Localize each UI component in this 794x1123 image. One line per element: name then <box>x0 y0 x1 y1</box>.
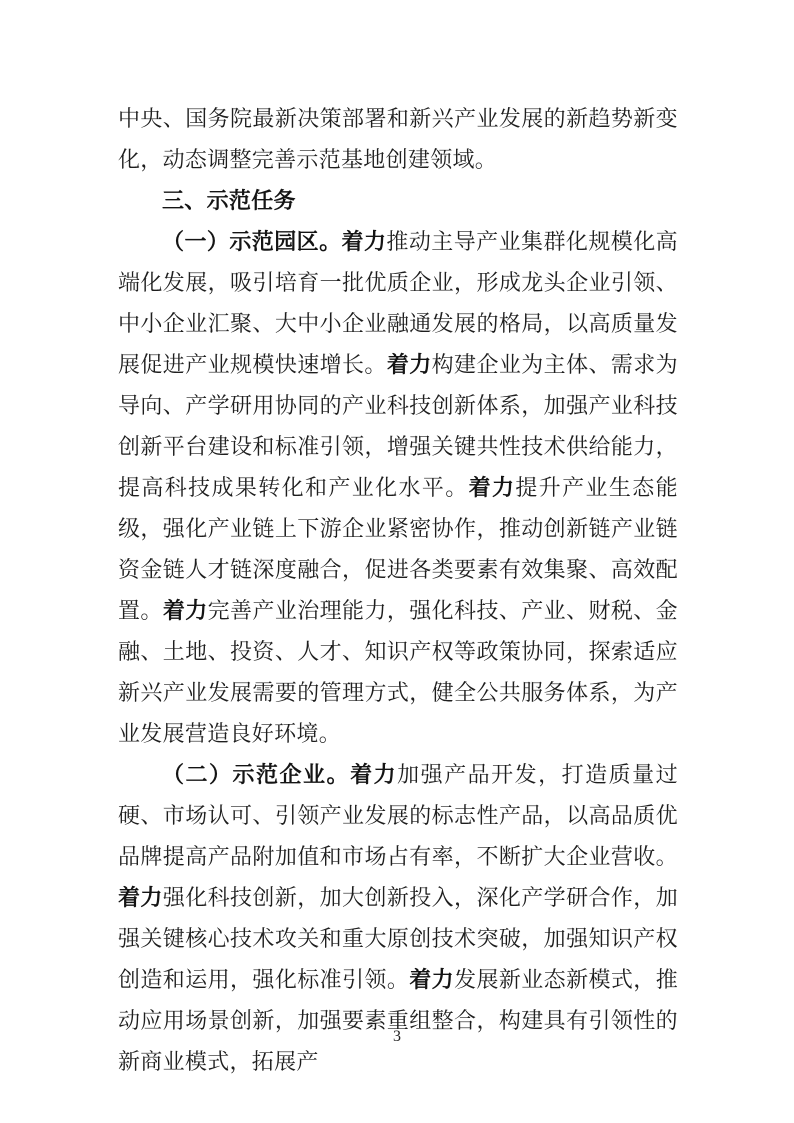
bold-text-run: （一）示范园区。着力 <box>162 229 387 254</box>
text-run: 完善产业治理能力，强化科技、产业、财税、金融、土地、投资、人才、知识产权等政策协同，探索适应新兴产业发展需要的管理方式，健全公共服务体系，为产业发展营造良好环境。 <box>118 598 678 746</box>
text-run: 中央、国务院最新决策部署和新兴产业发展的新趋势新变化，动态调整完善示范基地创建领域。 <box>118 106 678 172</box>
heading-section-three <box>118 180 678 221</box>
bold-text-run: 着力 <box>118 885 163 910</box>
text-run: 提升产业生态能级，强化产业链上下游企业紧密协作，推动创新链产业链资金链人才链深度融合，促进各类要素有效集聚、高效配置。 <box>118 475 678 623</box>
bold-text-run: 着力 <box>162 598 208 623</box>
text-run: 推动主导产业集群化规模化高端化发展，吸引培育一批优质企业，形成龙头企业引领、中小企业汇聚、大中小企业融通发展的格局，以高质量发展促进产业规模快速增长。 <box>118 229 678 377</box>
text-run: 加强产品开发，打造质量过硬、市场认可、引领产业发展的标志性产品，以高品质优品牌提高产品附加值和市场占有率，不断扩大企业营收。 <box>118 762 678 869</box>
bold-text-run: 着力 <box>409 967 455 992</box>
document-body <box>118 98 678 1082</box>
bold-text-run: （二）示范企业。着力 <box>162 762 398 787</box>
bold-text-run: 三、示范任务 <box>162 188 296 213</box>
text-run: 强化科技创新，加大创新投入，深化产学研合作，加强关键核心技术攻关和重大原创技术突破，加强知识产权创造和运用，强化标准引领。 <box>118 885 678 992</box>
bold-text-run: 着力 <box>468 475 516 500</box>
text-run: 发展新业态新模式，推动应用场景创新，加强要素重组整合，构建具有引领性的新商业模式，拓展产 <box>118 967 678 1074</box>
bold-text-run: 着力 <box>386 352 432 377</box>
text-run: 构建企业为主体、需求为导向、产学研用协同的产业科技创新体系，加强产业科技创新平台建设和标准引领，增强关键共性技术供给能力，提高科技成果转化和产业化水平。 <box>118 352 678 500</box>
para-demonstration-parks <box>118 221 678 754</box>
para-continuation <box>118 98 678 180</box>
page-number: 3 <box>393 1028 401 1045</box>
